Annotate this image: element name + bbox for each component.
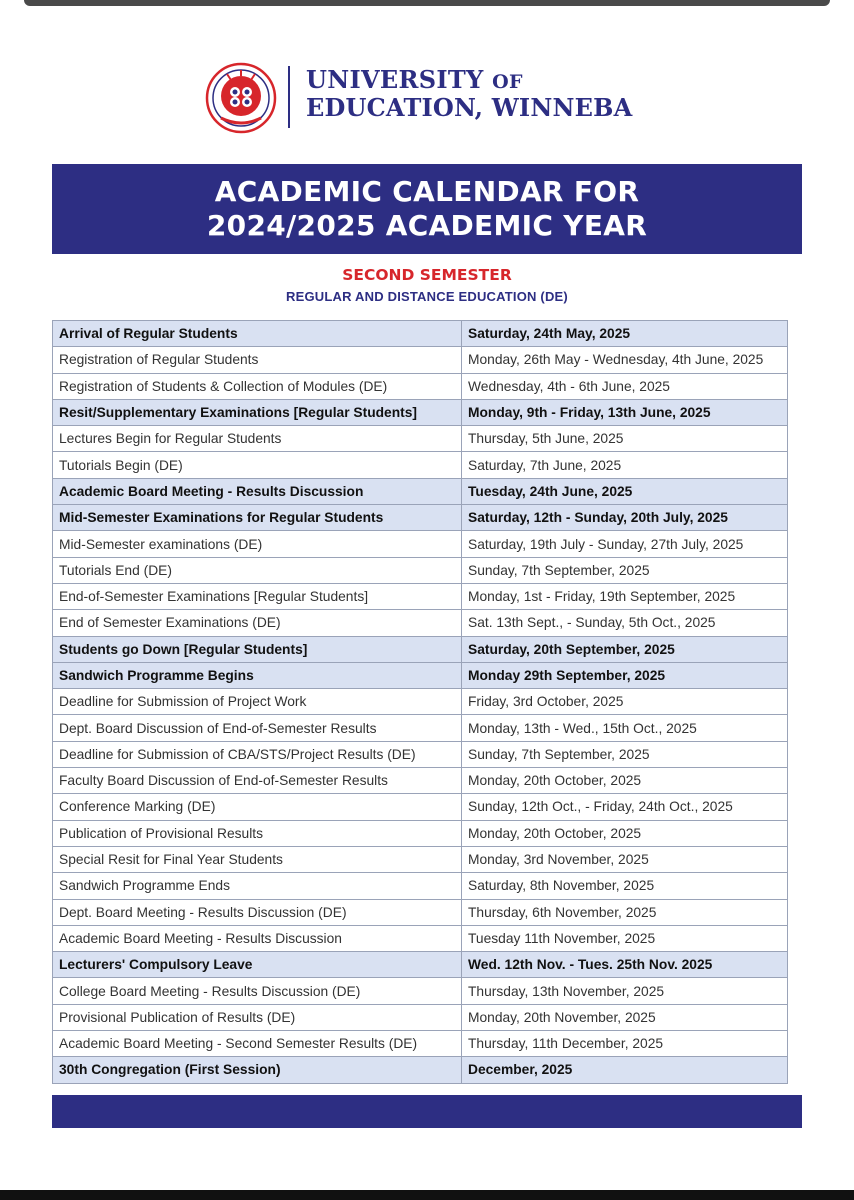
logo-divider	[288, 66, 290, 128]
university-seal-icon	[205, 62, 277, 134]
university-name-line1: UNIVERSITY OF	[306, 65, 523, 94]
table-row	[53, 768, 788, 794]
table-row	[53, 531, 788, 557]
date-cell: Thursday, 13th November, 2025	[462, 978, 788, 1004]
footer-banner	[52, 1095, 802, 1128]
table-row	[53, 689, 788, 715]
event-cell: 30th Congregation (First Session)	[53, 1057, 462, 1083]
date-cell: Monday 29th September, 2025	[462, 662, 788, 688]
date-cell: Saturday, 8th November, 2025	[462, 873, 788, 899]
event-cell: Dept. Board Discussion of End-of-Semester Results	[53, 715, 462, 741]
table-row	[53, 583, 788, 609]
table-row	[53, 715, 788, 741]
university-logo	[205, 62, 633, 134]
event-cell: Provisional Publication of Results (DE)	[53, 1004, 462, 1030]
table-row	[53, 741, 788, 767]
event-cell: Deadline for Submission of CBA/STS/Project Results (DE)	[53, 741, 462, 767]
event-cell: Resit/Supplementary Examinations [Regular Students]	[53, 399, 462, 425]
date-cell: Monday, 20th October, 2025	[462, 768, 788, 794]
table-row	[53, 399, 788, 425]
date-cell: Monday, 3rd November, 2025	[462, 846, 788, 872]
semester-heading: SECOND SEMESTER	[342, 266, 512, 284]
table-row	[53, 873, 788, 899]
event-cell: Academic Board Meeting - Second Semester Results (DE)	[53, 1031, 462, 1057]
date-cell: Monday, 1st - Friday, 19th September, 2025	[462, 583, 788, 609]
date-cell: December, 2025	[462, 1057, 788, 1083]
table-row	[53, 1031, 788, 1057]
table-row	[53, 426, 788, 452]
event-cell: Faculty Board Discussion of End-of-Semester Results	[53, 768, 462, 794]
bottom-bar	[0, 1190, 854, 1200]
event-cell: Tutorials Begin (DE)	[53, 452, 462, 478]
table-row	[53, 846, 788, 872]
top-status-bar	[24, 0, 830, 6]
date-cell: Saturday, 19th July - Sunday, 27th July, 2025	[462, 531, 788, 557]
table-row	[53, 452, 788, 478]
date-cell: Monday, 20th October, 2025	[462, 820, 788, 846]
event-cell: End-of-Semester Examinations [Regular Students]	[53, 583, 462, 609]
table-row	[53, 952, 788, 978]
table-row	[53, 321, 788, 347]
event-cell: Lecturers' Compulsory Leave	[53, 952, 462, 978]
table-row	[53, 794, 788, 820]
table-row	[53, 925, 788, 951]
table-row	[53, 662, 788, 688]
date-cell: Friday, 3rd October, 2025	[462, 689, 788, 715]
event-cell: End of Semester Examinations (DE)	[53, 610, 462, 636]
date-cell: Saturday, 12th - Sunday, 20th July, 2025	[462, 505, 788, 531]
title-banner	[52, 164, 802, 254]
date-cell: Monday, 26th May - Wednesday, 4th June, 2025	[462, 347, 788, 373]
date-cell: Sunday, 12th Oct., - Friday, 24th Oct., 2025	[462, 794, 788, 820]
date-cell: Monday, 20th November, 2025	[462, 1004, 788, 1030]
table-row	[53, 1057, 788, 1083]
date-cell: Sunday, 7th September, 2025	[462, 741, 788, 767]
calendar-table	[52, 320, 788, 1084]
title-line2: 2024/2025 ACADEMIC YEAR	[206, 209, 648, 242]
date-cell: Thursday, 11th December, 2025	[462, 1031, 788, 1057]
date-cell: Wednesday, 4th - 6th June, 2025	[462, 373, 788, 399]
table-row	[53, 978, 788, 1004]
event-cell: College Board Meeting - Results Discussion (DE)	[53, 978, 462, 1004]
event-cell: Special Resit for Final Year Students	[53, 846, 462, 872]
date-cell: Saturday, 24th May, 2025	[462, 321, 788, 347]
table-row	[53, 636, 788, 662]
table-row	[53, 899, 788, 925]
event-cell: Arrival of Regular Students	[53, 321, 462, 347]
event-cell: Mid-Semester examinations (DE)	[53, 531, 462, 557]
date-cell: Tuesday 11th November, 2025	[462, 925, 788, 951]
event-cell: Academic Board Meeting - Results Discussion	[53, 478, 462, 504]
event-cell: Sandwich Programme Ends	[53, 873, 462, 899]
date-cell: Thursday, 5th June, 2025	[462, 426, 788, 452]
table-row	[53, 478, 788, 504]
event-cell: Conference Marking (DE)	[53, 794, 462, 820]
date-cell: Saturday, 20th September, 2025	[462, 636, 788, 662]
semester-subtitle: REGULAR AND DISTANCE EDUCATION (DE)	[286, 289, 568, 304]
event-cell: Sandwich Programme Begins	[53, 662, 462, 688]
event-cell: Publication of Provisional Results	[53, 820, 462, 846]
table-row	[53, 820, 788, 846]
date-cell: Thursday, 6th November, 2025	[462, 899, 788, 925]
table-row	[53, 557, 788, 583]
table-row	[53, 505, 788, 531]
university-name-line2: EDUCATION, WINNEBA	[306, 93, 633, 122]
table-row	[53, 1004, 788, 1030]
event-cell: Dept. Board Meeting - Results Discussion (DE)	[53, 899, 462, 925]
event-cell: Academic Board Meeting - Results Discussion	[53, 925, 462, 951]
event-cell: Registration of Students & Collection of Modules (DE)	[53, 373, 462, 399]
date-cell: Saturday, 7th June, 2025	[462, 452, 788, 478]
date-cell: Tuesday, 24th June, 2025	[462, 478, 788, 504]
title-line1: ACADEMIC CALENDAR FOR	[214, 175, 640, 208]
table-row	[53, 373, 788, 399]
table-row	[53, 610, 788, 636]
table-row	[53, 347, 788, 373]
date-cell: Monday, 13th - Wed., 15th Oct., 2025	[462, 715, 788, 741]
event-cell: Tutorials End (DE)	[53, 557, 462, 583]
event-cell: Lectures Begin for Regular Students	[53, 426, 462, 452]
date-cell: Sat. 13th Sept., - Sunday, 5th Oct., 2025	[462, 610, 788, 636]
event-cell: Mid-Semester Examinations for Regular Students	[53, 505, 462, 531]
event-cell: Registration of Regular Students	[53, 347, 462, 373]
event-cell: Students go Down [Regular Students]	[53, 636, 462, 662]
date-cell: Monday, 9th - Friday, 13th June, 2025	[462, 399, 788, 425]
event-cell: Deadline for Submission of Project Work	[53, 689, 462, 715]
date-cell: Sunday, 7th September, 2025	[462, 557, 788, 583]
date-cell: Wed. 12th Nov. - Tues. 25th Nov. 2025	[462, 952, 788, 978]
